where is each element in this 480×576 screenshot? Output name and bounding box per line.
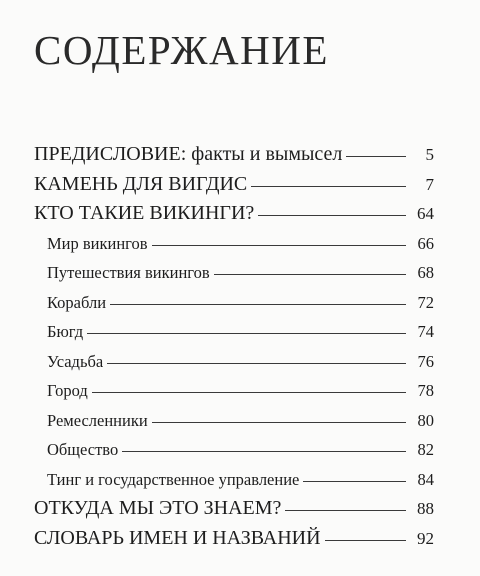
toc-leader-line bbox=[258, 215, 406, 216]
toc-page-number: 84 bbox=[417, 469, 434, 489]
toc-entry-title: Корабли bbox=[47, 292, 107, 312]
toc-leader-line bbox=[285, 510, 406, 511]
toc-leader-line bbox=[251, 186, 406, 187]
toc-entry-craftsmen[interactable] bbox=[34, 406, 434, 436]
toc-page-number: 88 bbox=[417, 499, 434, 518]
toc-leader-line bbox=[152, 245, 406, 246]
toc-entry-title: Ремесленники bbox=[47, 410, 148, 430]
toc-entry-stone-for-vigdis[interactable] bbox=[34, 170, 434, 200]
toc-page-number: 82 bbox=[417, 440, 434, 459]
toc-page-number: 64 bbox=[417, 204, 434, 223]
toc-entry-title: КАМЕНЬ ДЛЯ ВИГДИС bbox=[34, 172, 248, 195]
toc-leader-line bbox=[87, 333, 406, 334]
toc-entry-title: КТО ТАКИЕ ВИКИНГИ? bbox=[34, 202, 255, 224]
toc-entry-title: Бюгд bbox=[47, 322, 84, 341]
toc-entry-preface[interactable] bbox=[34, 140, 434, 170]
toc-entry-glossary[interactable] bbox=[34, 524, 434, 554]
toc-page-number: 78 bbox=[417, 381, 434, 400]
toc-entry-who-are-vikings[interactable] bbox=[34, 199, 434, 229]
toc-leader-line bbox=[325, 540, 406, 541]
toc-leader-line bbox=[214, 274, 406, 275]
toc-entry-title: Тинг и государственное управление bbox=[47, 469, 300, 489]
toc-page-number: 7 bbox=[425, 174, 434, 194]
toc-page-number: 92 bbox=[417, 528, 434, 548]
toc-leader-line bbox=[107, 363, 406, 364]
toc-leader-line bbox=[92, 392, 406, 393]
toc-page-number: 68 bbox=[417, 263, 434, 282]
table-of-contents bbox=[34, 140, 434, 553]
toc-entry-how-we-know[interactable] bbox=[34, 494, 434, 524]
toc-leader-line bbox=[110, 304, 406, 305]
toc-entry-bygd[interactable] bbox=[34, 317, 434, 347]
toc-entry-society[interactable] bbox=[34, 435, 434, 465]
toc-page-number: 74 bbox=[417, 322, 434, 341]
toc-leader-line bbox=[346, 156, 406, 157]
toc-page-number: 5 bbox=[425, 145, 434, 164]
toc-entry-town[interactable] bbox=[34, 376, 434, 406]
toc-entry-ships[interactable] bbox=[34, 288, 434, 318]
toc-entry-title: Путешествия викингов bbox=[47, 263, 210, 282]
toc-leader-line bbox=[152, 422, 406, 423]
toc-page-number: 80 bbox=[417, 410, 434, 430]
toc-page-number: 66 bbox=[417, 233, 434, 253]
toc-entry-title: Мир викингов bbox=[47, 233, 148, 253]
toc-page-number: 76 bbox=[417, 351, 434, 371]
toc-entry-viking-world[interactable] bbox=[34, 229, 434, 259]
toc-entry-title: Усадьба bbox=[47, 351, 104, 371]
toc-entry-title: ОТКУДА МЫ ЭТО ЗНАЕМ? bbox=[34, 497, 282, 519]
toc-entry-viking-voyages[interactable] bbox=[34, 258, 434, 288]
toc-leader-line bbox=[303, 481, 406, 482]
toc-leader-line bbox=[122, 451, 406, 452]
page-title: СОДЕРЖАНИЕ bbox=[34, 27, 329, 73]
toc-entry-homestead[interactable] bbox=[34, 347, 434, 377]
toc-entry-title: СЛОВАРЬ ИМЕН И НАЗВАНИЙ bbox=[34, 526, 321, 549]
toc-entry-title: Город bbox=[47, 381, 88, 400]
toc-page-number: 72 bbox=[417, 292, 434, 312]
toc-entry-thing-and-government[interactable] bbox=[34, 465, 434, 495]
toc-entry-title: Общество bbox=[47, 440, 119, 459]
toc-entry-title: ПРЕДИСЛОВИЕ: факты и вымысел bbox=[34, 143, 343, 165]
